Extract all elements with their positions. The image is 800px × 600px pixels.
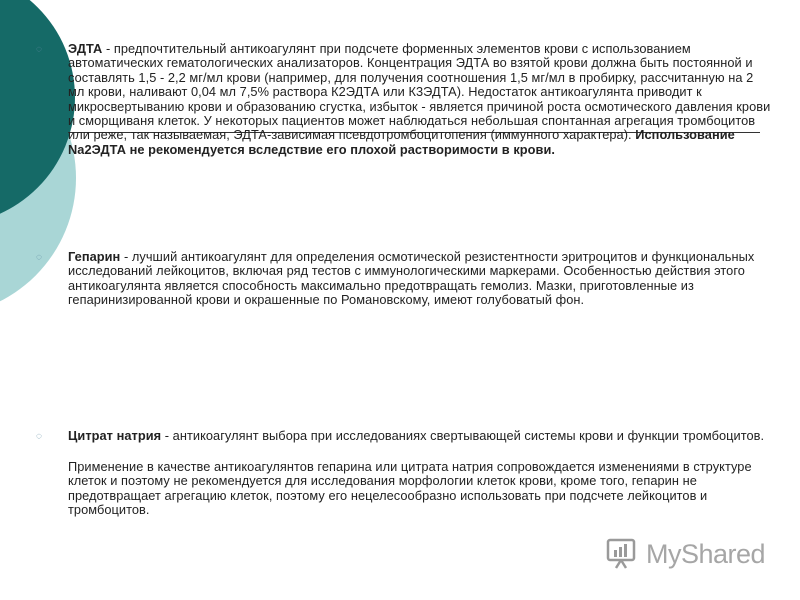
- bullet-icon: ◌: [36, 252, 42, 263]
- paragraph-edta: [68, 42, 773, 157]
- bullet-icon: ◌: [36, 431, 42, 442]
- term-edta: ЭДТА: [68, 41, 103, 56]
- paragraph-citrate: [68, 429, 773, 443]
- bullet-icon: ◌: [36, 44, 42, 55]
- watermark: [606, 536, 765, 572]
- myshared-logo-icon: [606, 538, 640, 570]
- watermark-text: MyShared: [646, 538, 766, 569]
- term-heparin: Гепарин: [68, 249, 121, 264]
- text-heparin: - лучший антикоагулянт для определения осмотической резистентности эритроцитов и функциональных исследований лейкоцитов, включая ряд тестов с иммунологическими маркерами. Особенностью действия этого антикоагулянта является способность максимально предотвращать гемолиз. Мазки, приготовленные из гепаринизированной крови и окрашенные по Романовскому, имеют голубоватый фон.: [68, 249, 755, 308]
- text-edta: - предпочтительный антикоагулянт при подсчете форменных элементов крови с использованием автоматических гематологических анализаторов. Концентрация ЭДТА во взятой крови должна быть постоянной и составлять 1,5 - 2,2 мг/мл крови (например, для получения соотношения 1,5 мг/мл в пробирку, рассчитанную на 2 мл крови, наливают 0,04 мл 7,5% раствора К2ЭДТА или К3ЭДТА). Недостаток антикоагулянта приводит к микросвертыванию крови и образованию сгустка, избыток - является причиной роста осмотического давления крови и сморщиваня клеток. У некоторых пациентов может наблюдаться небольшая спонтанная агрегация тромбоцитов или реже, так называемая, ЭДТА-зависимая псевдотромбоцитопения (иммунного характера).: [68, 41, 771, 143]
- text-citrate: - антикоагулянт выбора при исследованиях свертывающей системы крови и функции тромбоцитов.: [161, 428, 765, 443]
- note-edta: Использование Na2ЭДТА не рекомендуется вследствие его плохой растворимости в крови.: [68, 127, 735, 157]
- paragraph-citrate-extra: Применение в качестве антикоагулянтов гепарина или цитрата натрия сопровождается изменениями в структуре клеток и поэтому не рекомендуется для исследования морфологии клеток крови, кроме того, гепарин не предотвращает агрегацию клеток, поэтому его нецелесообразно использовать при подсчете лейкоцитов и тромбоцитов.: [68, 459, 752, 518]
- paragraph-heparin: [68, 250, 773, 308]
- term-citrate: Цитрат натрия: [68, 428, 162, 443]
